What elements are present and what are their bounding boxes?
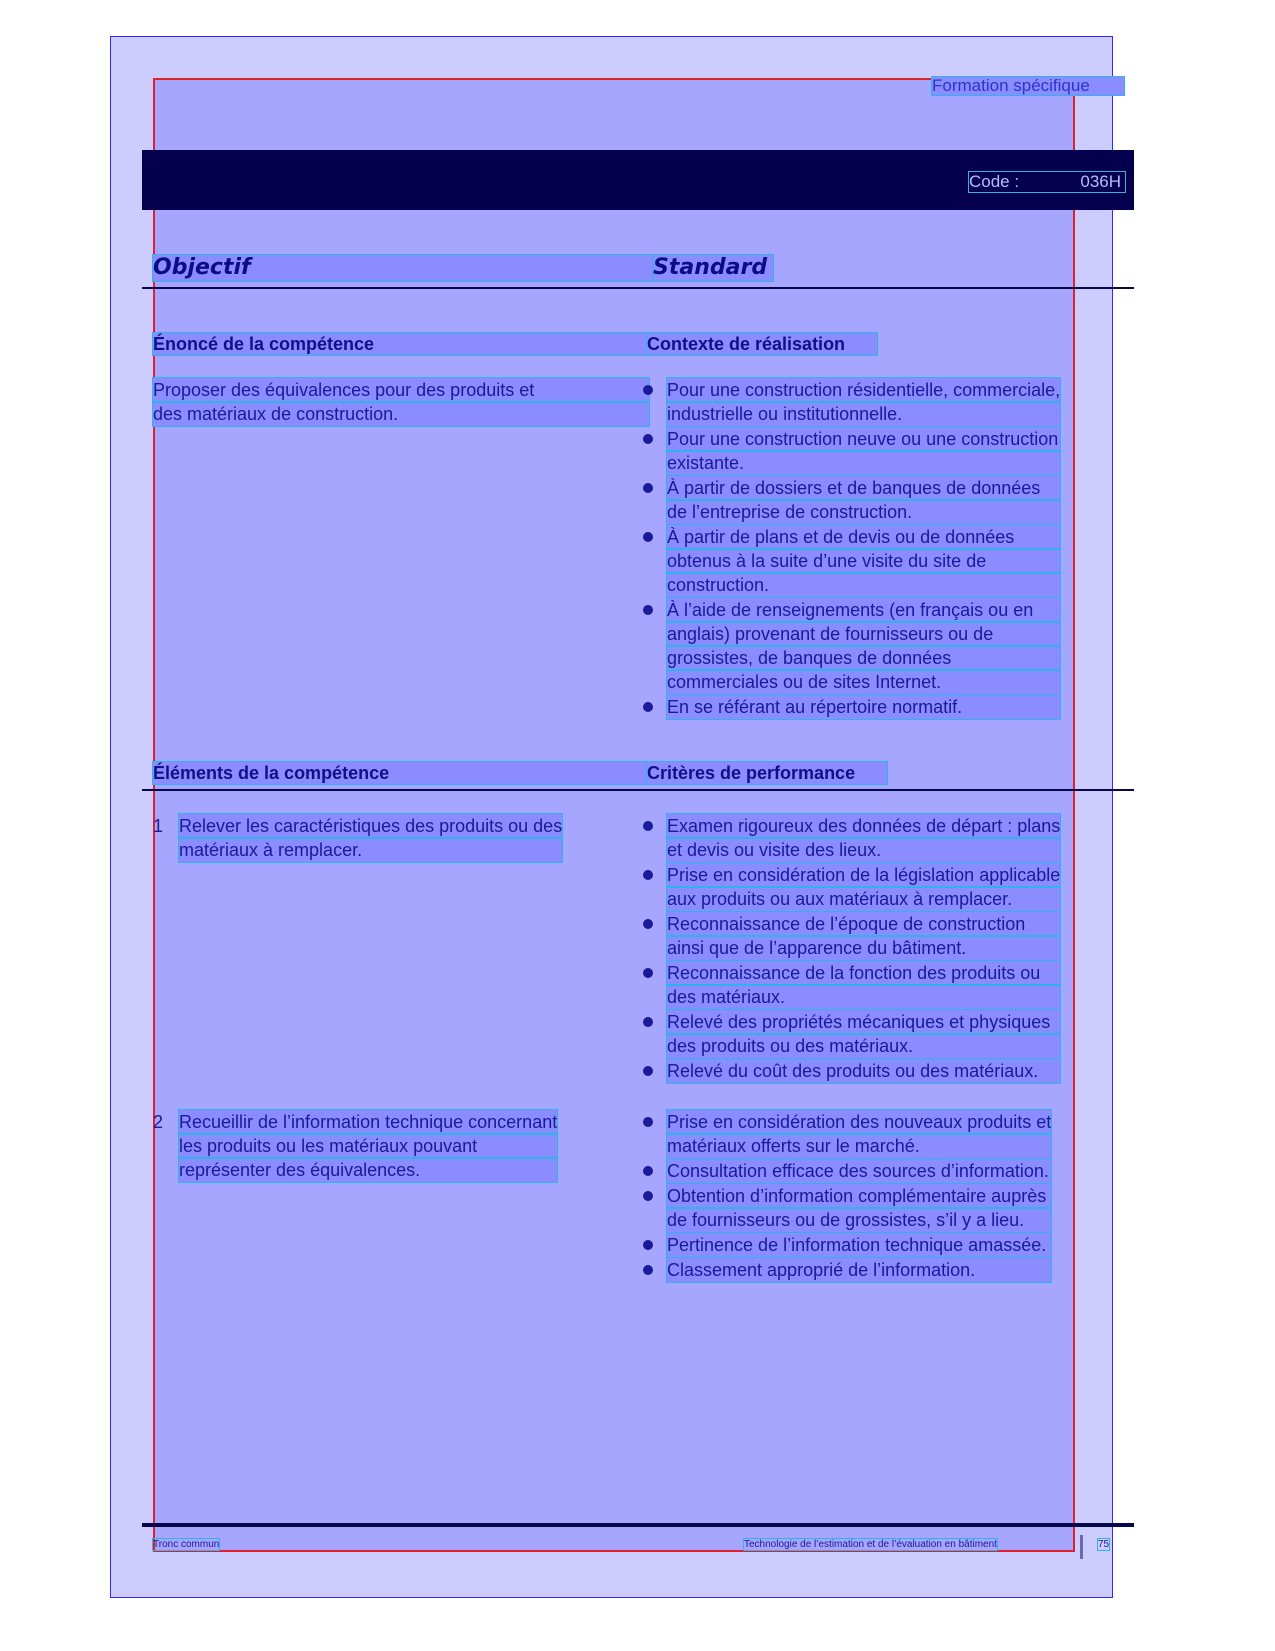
footer-rule — [142, 1523, 1134, 1527]
criteria-item: Reconnaissance de l’époque de construction ainsi que de l’apparence du bâtiment. — [643, 912, 1060, 960]
competence-line: Proposer des équivalences pour des produits et — [153, 378, 649, 402]
competence-line: des matériaux de construction. — [153, 402, 649, 426]
element-line: matériaux à remplacer. — [179, 838, 562, 862]
element-line: Relever les caractéristiques des produits ou des — [179, 816, 563, 836]
criteria-list-1 — [643, 814, 1060, 1084]
footer-program: Technologie de l’estimation et de l’évaluation en bâtiment — [744, 1539, 997, 1550]
bullet-icon — [643, 1017, 653, 1027]
bullet-icon — [643, 821, 653, 831]
criteria-item: Relevé du coût des produits ou des matériaux. — [643, 1059, 1060, 1083]
context-heading: Contexte de réalisation — [647, 333, 877, 355]
competence-heading: Énoncé de la compétence — [153, 333, 649, 355]
element-item-2 — [153, 1110, 649, 1184]
bullet-icon — [643, 870, 653, 880]
element-number: 2 — [153, 1112, 164, 1132]
objectif-heading: Objectif — [153, 255, 653, 281]
criteria-list-2 — [643, 1110, 1051, 1283]
elements-heading: Éléments de la compétence — [153, 762, 649, 784]
footer-section: Tronc commun — [153, 1539, 220, 1550]
element-number: 1 — [153, 816, 164, 836]
program-category: Formation spécifique — [932, 77, 1124, 95]
bullet-icon — [643, 1066, 653, 1076]
code-value: 036H — [1080, 172, 1121, 191]
bullet-icon — [643, 1191, 653, 1201]
context-item: À l’aide de renseignements (en français ou en anglais) provenant de fournisseurs ou de grossistes, de banques de données commerciales ou de sites Internet. — [643, 598, 1060, 694]
bullet-icon — [643, 1240, 653, 1250]
bullet-icon — [643, 385, 653, 395]
criteria-heading: Critères de performance — [647, 762, 887, 784]
header-divider — [142, 287, 1134, 289]
context-item: À partir de dossiers et de banques de données de l’entreprise de construction. — [643, 476, 1060, 524]
context-item: Pour une construction neuve ou une construction existante. — [643, 427, 1060, 475]
criteria-item: Prise en considération de la législation applicable aux produits ou aux matériaux à remplacer. — [643, 863, 1060, 911]
element-line: les produits ou les matériaux pouvant — [179, 1134, 557, 1158]
standard-heading: Standard — [653, 255, 773, 281]
element-line: représenter des équivalences. — [179, 1158, 557, 1182]
context-item: En se référant au répertoire normatif. — [643, 695, 1060, 719]
criteria-item: Prise en considération des nouveaux produits et matériaux offerts sur le marché. — [643, 1110, 1051, 1158]
criteria-item: Obtention d’information complémentaire auprès de fournisseurs ou de grossistes, s’il y a lieu. — [643, 1184, 1051, 1232]
bullet-icon — [643, 532, 653, 542]
competency-code — [969, 172, 1125, 192]
criteria-item: Consultation efficace des sources d’information. — [643, 1159, 1051, 1183]
context-list — [643, 378, 1060, 720]
bullet-icon — [643, 434, 653, 444]
code-label: Code : — [969, 172, 1020, 191]
criteria-item: Relevé des propriétés mécaniques et physiques des produits ou des matériaux. — [643, 1010, 1060, 1058]
bullet-icon — [643, 605, 653, 615]
bullet-icon — [643, 702, 653, 712]
bullet-icon — [643, 919, 653, 929]
bullet-icon — [643, 1117, 653, 1127]
elements-divider — [142, 789, 1134, 791]
bullet-icon — [643, 483, 653, 493]
criteria-item: Reconnaissance de la fonction des produits ou des matériaux. — [643, 961, 1060, 1009]
element-item-1 — [153, 814, 649, 864]
element-line: Recueillir de l’information technique concernant — [179, 1112, 558, 1132]
competence-statement — [153, 378, 649, 426]
criteria-item: Classement approprié de l’information. — [643, 1258, 1051, 1282]
context-item: Pour une construction résidentielle, commerciale, industrielle ou institutionnelle. — [643, 378, 1060, 426]
bullet-icon — [643, 968, 653, 978]
criteria-item: Pertinence de l’information technique amassée. — [643, 1233, 1051, 1257]
page-number: 75 — [1098, 1539, 1110, 1550]
bullet-icon — [643, 1166, 653, 1176]
bullet-icon — [643, 1265, 653, 1275]
criteria-item: Examen rigoureux des données de départ : plans et devis ou visite des lieux. — [643, 814, 1060, 862]
footer-separator — [1080, 1535, 1083, 1559]
context-item: À partir de plans et de devis ou de données obtenus à la suite d’une visite du site de construction. — [643, 525, 1060, 597]
